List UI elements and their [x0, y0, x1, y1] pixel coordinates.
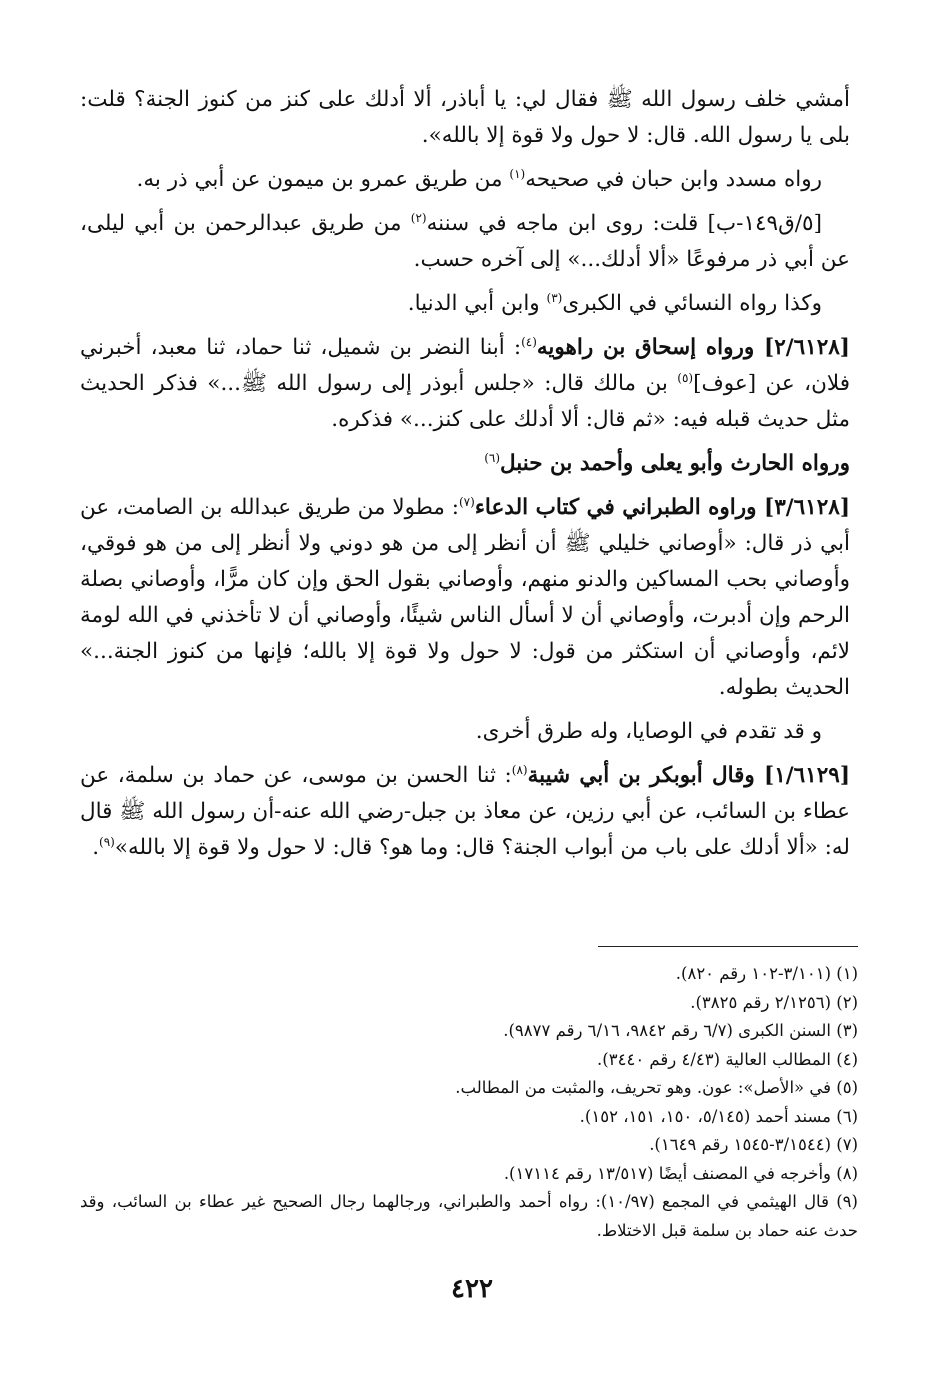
- footnote-ref: (٤): [521, 334, 537, 349]
- hadith-6128-2: [٢/٦١٢٨] ورواه إسحاق بن راهويه$^{(٤)}$: أبنا النضر بن شميل، ثنا حماد، ثنا معبد، أخبرني فلان، عن [عوف]$^{(٥)}$ بن مالك قال: «جلس أبوذر إلى رسول الله ﷺ...» فذكر الحديث مثل حديث قبله فيه: «ثم قال: ألا أدلك على كنز...» فذكره.: [80, 334, 850, 432]
- page-number: ٤٢٢: [451, 1274, 493, 1304]
- manuscript-marker: [٥/ق١٤٩-ب]: [707, 211, 822, 236]
- paragraph-6: و قد تقدم في الوصايا، وله طرق أخرى.: [475, 719, 822, 744]
- hadith-source: وقال أبوبكر بن أبي شيبة: [527, 763, 765, 788]
- hadith-number: [٢/٦١٢٨]: [764, 335, 850, 360]
- footnote-5: (٥) في «الأصل»: عون. وهو تحريف، والمثبت من المطالب.: [455, 1078, 858, 1097]
- footnote-8: (٨) وأخرجه في المصنف أيضًا (١٣/٥١٧ رقم ١٧١١٤).: [503, 1163, 858, 1183]
- hadith-number: [٣/٦١٢٨]: [764, 495, 850, 520]
- footnote-7: (٧) (٣/١٥٤٤-١٥٤٥ رقم ١٦٤٩).: [649, 1135, 858, 1154]
- main-text: [80, 82, 850, 874]
- hadith-source: ورواه إسحاق بن راهويه: [536, 335, 765, 360]
- footnote-ref: (١): [509, 166, 526, 181]
- footnote-ref: (٧): [458, 494, 475, 509]
- footnote-ref: (٩): [99, 834, 115, 849]
- paragraph-1: أمشي خلف رسول الله ﷺ فقال لي: يا أباذر، ألا أدلك على كنز من كنوز الجنة؟ قلت: بلى يا رسول الله. قال: لا حول ولا قوة إلا بالله».: [80, 87, 850, 148]
- footnotes: [80, 960, 858, 1245]
- footnote-4: (٤) المطالب العالية (٤/٤٣ رقم ٣٤٤٠).: [597, 1049, 858, 1069]
- footnote-ref: (٣): [546, 290, 563, 305]
- footnote-3: (٣) السنن الكبرى (٦/٧ رقم ٩٨٤٢، ٦/١٦ رقم ٩٨٧٧).: [503, 1021, 858, 1040]
- footnote-9: (٩) قال الهيثمي في المجمع (١٠/٩٧): رواه أحمد والطبراني، ورجالهما رجال الصحيح غير عطاء بن السائب، وقد حدث عنه حماد بن سلمة قبل الاختلاط.: [80, 1192, 858, 1240]
- footnote-2: (٢) (٢/١٢٥٦ رقم ٣٨٢٥).: [690, 992, 858, 1012]
- footnote-ref: (٨): [511, 762, 528, 777]
- footnote-ref: (٥): [677, 370, 694, 385]
- paragraph-3: [٥/ق١٤٩-ب] قلت: روى ابن ماجه في سننه$^{(٢)}$ من طريق عبدالرحمن بن أبي ليلى، عن أبي ذر مرفوعًا «ألا أدلك...» إلى آخره حسب.: [80, 210, 850, 272]
- paragraph-5: ورواه الحارث وأبو يعلى وأحمد بن حنبل$^{(٦)}$: [484, 450, 850, 476]
- hadith-6129-1: [١/٦١٢٩] وقال أبوبكر بن أبي شيبة$^{(٨)}$: ثنا الحسن بن موسى، عن حماد بن سلمة، عن عطاء بن السائب، عن أبي رزين، عن معاذ بن جبل-رضي الله عنه-أن رسول الله ﷺ قال له: «ألا أدلك على باب من أبواب الجنة؟ قال: وما هو؟ قال: لا حول ولا قوة إلا بالله»$^{(٩)}$.: [80, 762, 850, 860]
- paragraph-2: رواه مسدد وابن حبان في صحيحه$^{(١)}$ من طريق عمرو بن ميمون عن أبي ذر به.: [136, 166, 822, 192]
- footnote-1: (١) (٣/١٠١-١٠٢ رقم ٨٢٠).: [675, 964, 858, 983]
- paragraph-4: وكذا رواه النسائي في الكبرى$^{(٣)}$ وابن أبي الدنيا.: [407, 290, 822, 316]
- footnote-ref: (٢): [410, 210, 427, 225]
- hadith-number: [١/٦١٢٩]: [764, 763, 850, 788]
- footnote-separator: [598, 946, 858, 947]
- footnote-6: (٦) مسند أحمد (٥/١٤٥، ١٥٠، ١٥١، ١٥٢).: [579, 1106, 858, 1126]
- hadith-source: وراوه الطبراني في كتاب الدعاء: [474, 495, 765, 520]
- footnote-ref: (٦): [484, 450, 501, 465]
- hadith-6128-3: [٣/٦١٢٨] وراوه الطبراني في كتاب الدعاء$^{(٧)}$: مطولا من طريق عبدالله بن الصامت، عن أبي ذر قال: «أوصاني خليلي ﷺ أن أنظر إلى من هو دوني ولا أنظر إلى من هو فوقي، وأوصاني بحب المساكين والدنو منهم، وأوصاني بقول الحق وإن كان مرًّا، وأوصاني بصلة الرحم وإن أدبرت، وأوصاني أن لا أسأل الناس شيئًا، وأوصاني أن لا تأخذني في الله لومة لائم، وأوصاني أن استكثر من قول: لا حول ولا قوة إلا بالله؛ فإنها من كنوز الجنة...» الحديث بطوله.: [80, 494, 850, 700]
